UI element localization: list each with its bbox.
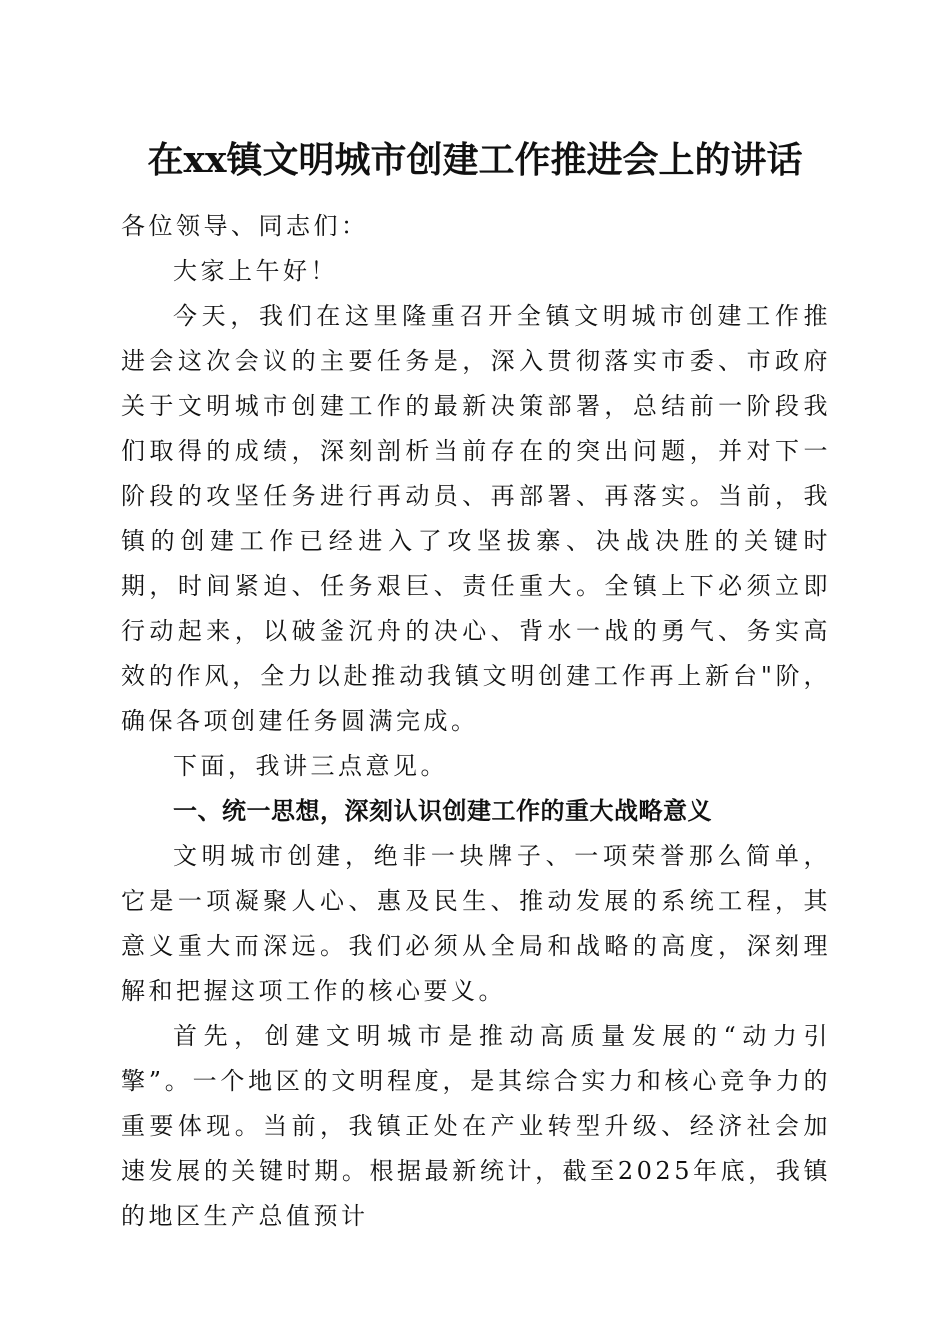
salutation: 各位领导、同志们： (121, 212, 369, 240)
document-body (121, 204, 831, 1239)
transition-paragraph: 下面，我讲三点意见。 (173, 752, 448, 780)
section-heading: 一、统一思想，深刻认识创建工作的重大战略意义 (173, 797, 712, 825)
section-paragraph: 首先，创建文明城市是推动高质量发展的“动力引擎”。一个地区的文明程度，是其综合实力和核心竞争力的重要体现。当前，我镇正处在产业转型升级、经济社会加速发展的关键时期。根据最新统计，截至2025年底，我镇的地区生产总值预计 (121, 1022, 831, 1230)
document-title: 在xx镇文明城市创建工作推进会上的讲话 (147, 139, 803, 181)
greeting-paragraph: 大家上午好！ (173, 257, 338, 285)
opening-paragraph: 今天，我们在这里隆重召开全镇文明城市创建工作推进会这次会议的主要任务是，深入贯彻落实市委、市政府关于文明城市创建工作的最新决策部署，总结前一阶段我们取得的成绩，深刻剖析当前存在的突出问题，并对下一阶段的攻坚任务进行再动员、再部署、再落实。当前，我镇的创建工作已经进入了攻坚拔寨、决战决胜的关键时期，时间紧迫、任务艰巨、责任重大。全镇上下必须立即行动起来，以破釜沉舟的决心、背水一战的勇气、务实高效的作风，全力以赴推动我镇文明创建工作再上新台"阶，确保各项创建任务圆满完成。 (121, 302, 831, 735)
section-paragraph: 文明城市创建，绝非一块牌子、一项荣誉那么简单，它是一项凝聚人心、惠及民生、推动发展的系统工程，其意义重大而深远。我们必须从全局和战略的高度，深刻理解和把握这项工作的核心要义。 (121, 842, 831, 1005)
